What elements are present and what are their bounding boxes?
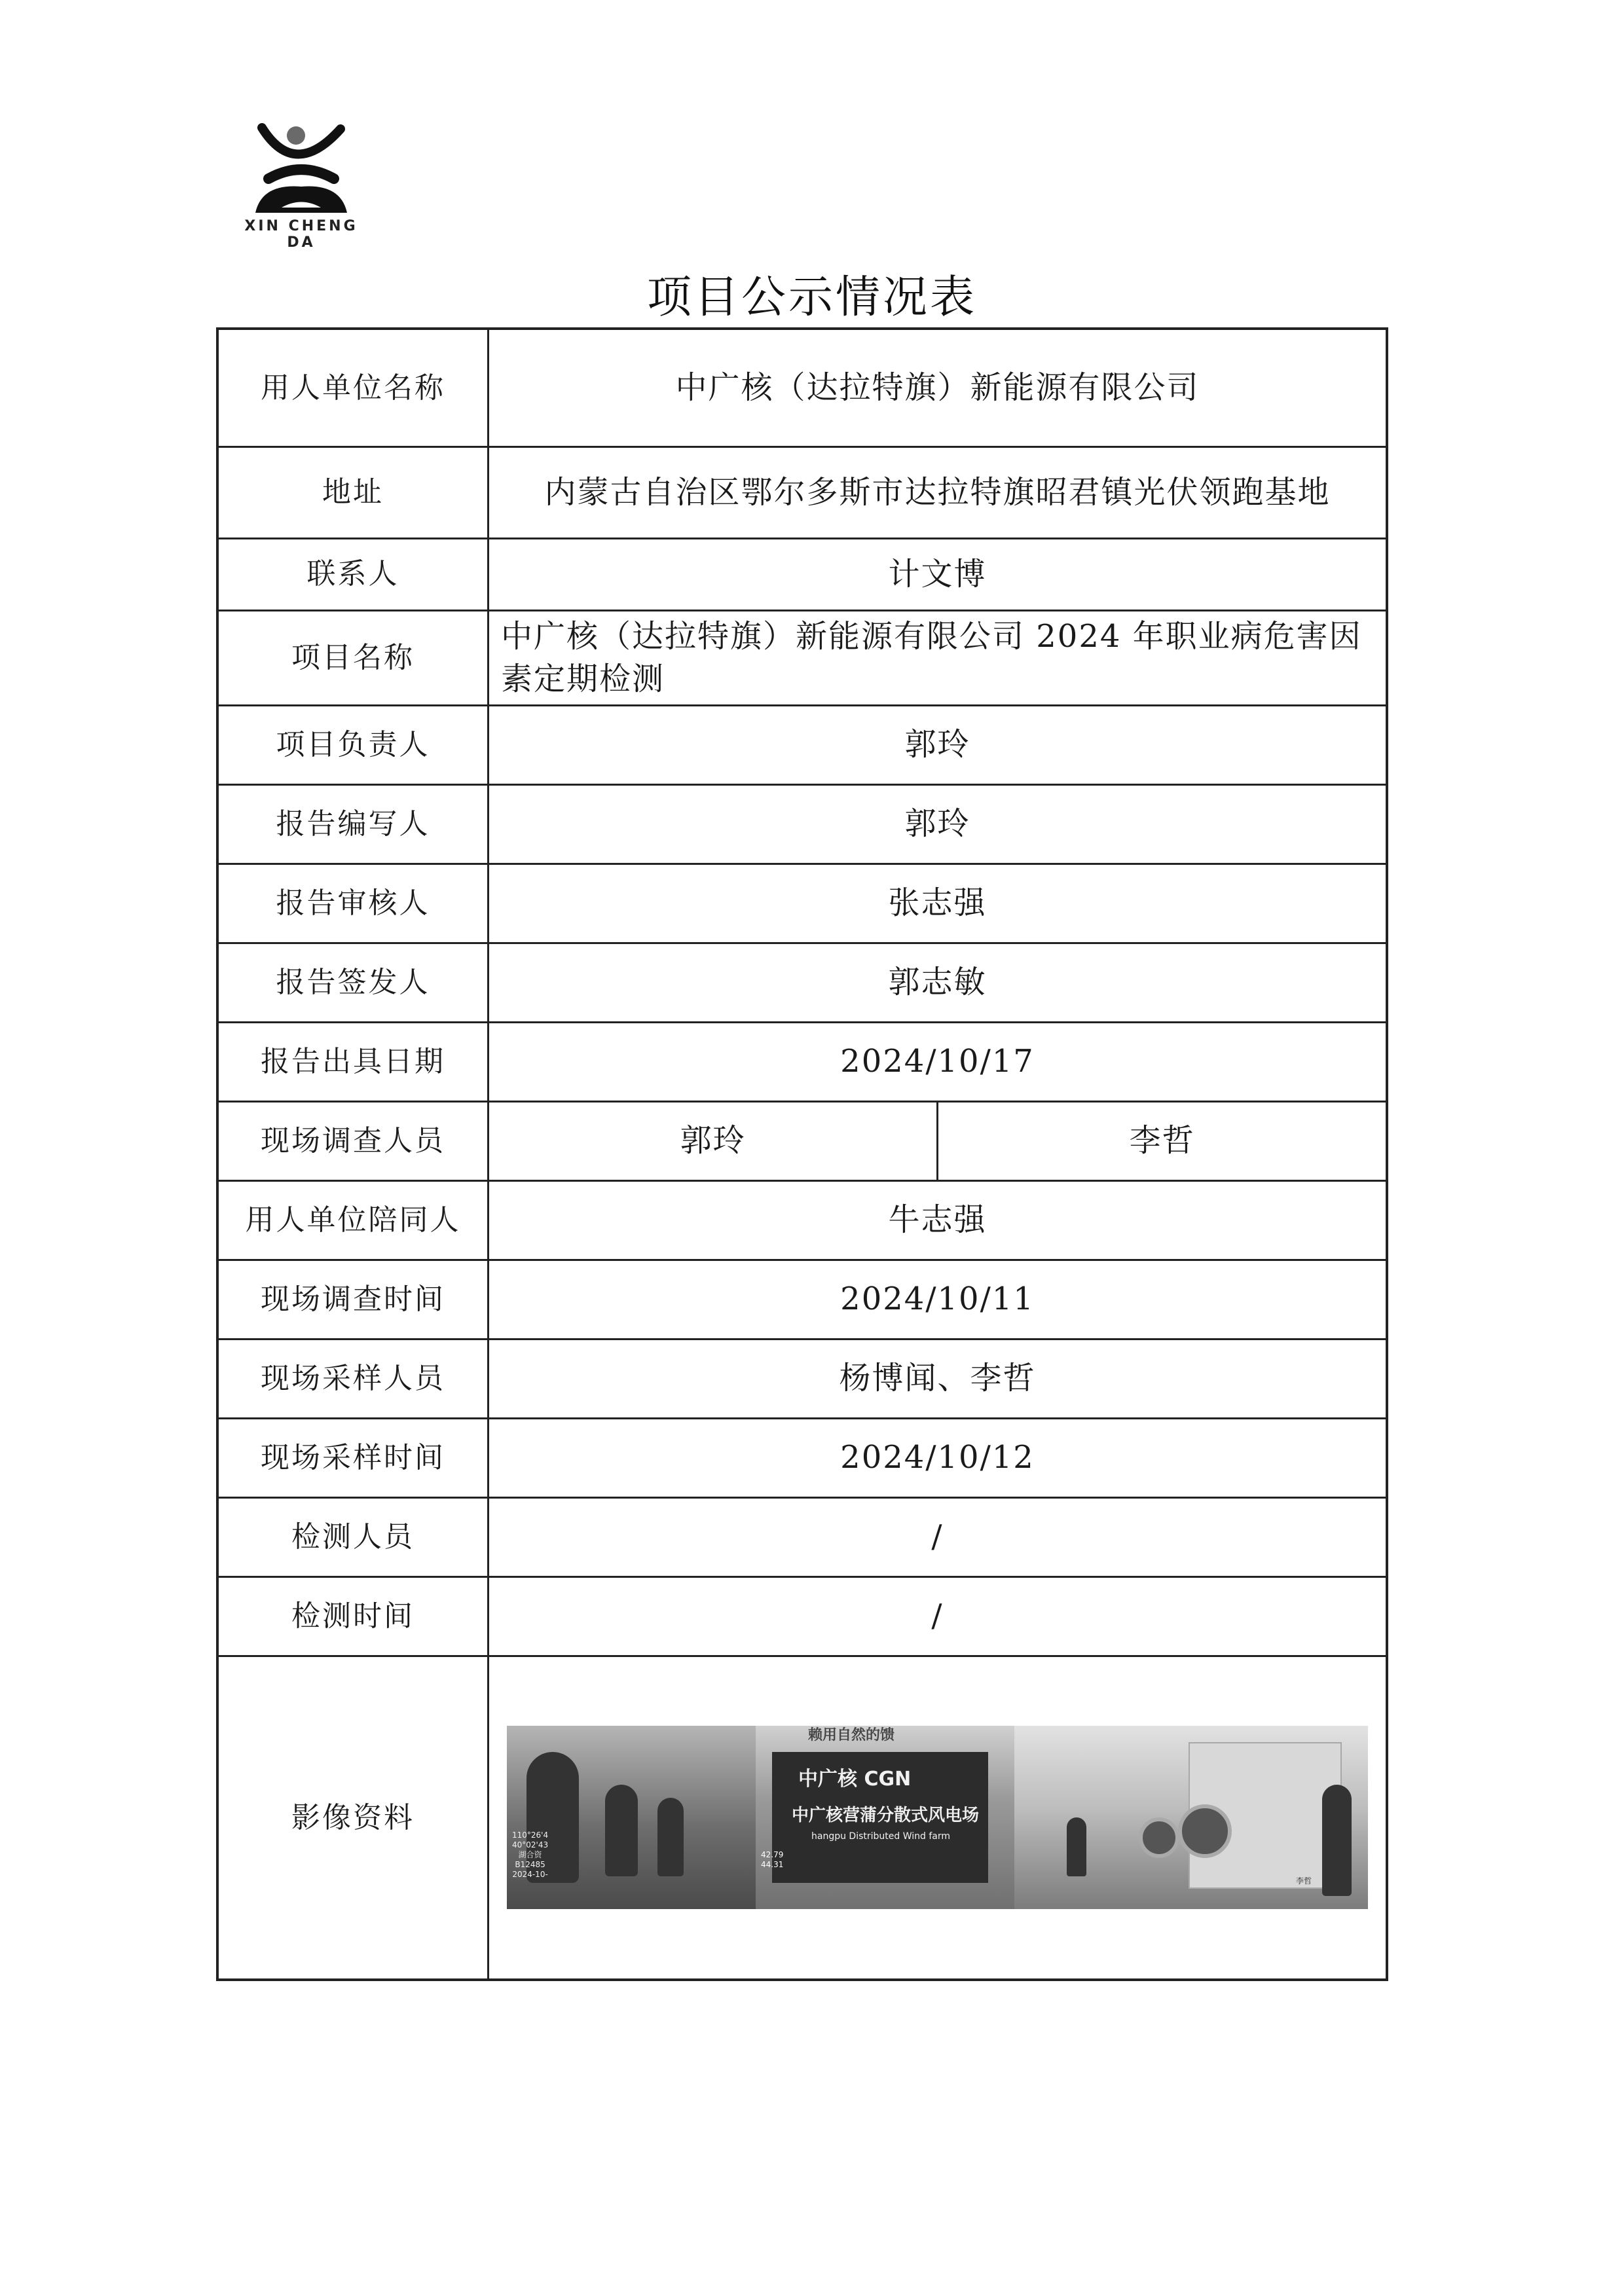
table-row — [217, 1656, 1387, 1980]
table-row — [217, 538, 1387, 610]
row-label: 现场调查人员 — [217, 1101, 489, 1180]
worker-figure — [605, 1785, 638, 1876]
row-value-b: 李哲 — [938, 1101, 1387, 1180]
worker-figure — [1067, 1817, 1086, 1876]
table-row — [217, 705, 1387, 784]
sign-name: 中广核营蒲分散式风电场 — [792, 1806, 980, 1826]
table-row — [217, 864, 1387, 943]
site-photo-workers — [507, 1726, 756, 1909]
row-value: 牛志强 — [489, 1180, 1388, 1260]
row-value: 杨博闻、李哲 — [489, 1339, 1388, 1418]
row-label: 报告出具日期 — [217, 1022, 489, 1101]
row-label: 项目负责人 — [217, 705, 489, 784]
row-label: 用人单位陪同人 — [217, 1180, 489, 1260]
row-value: 张志强 — [489, 864, 1388, 943]
table-row — [217, 446, 1387, 538]
table-row — [217, 329, 1387, 446]
row-label: 现场采样人员 — [217, 1339, 489, 1418]
xin-cheng-da-logo-icon — [242, 121, 360, 219]
sign-brand: 中广核 CGN — [798, 1768, 912, 1791]
row-label: 联系人 — [217, 538, 489, 610]
photo-caption: 42.79 44.31 — [761, 1850, 784, 1870]
image-cell — [489, 1656, 1388, 1980]
row-value: / — [489, 1576, 1388, 1656]
row-value: 计文博 — [489, 538, 1388, 610]
table-row — [217, 1022, 1387, 1101]
row-value: 内蒙古自治区鄂尔多斯市达拉特旗昭君镇光伏领跑基地 — [489, 446, 1388, 538]
fan-icon — [1178, 1804, 1232, 1858]
table-row — [217, 610, 1387, 705]
photo-caption: 李哲 — [1296, 1876, 1312, 1886]
row-label: 检测人员 — [217, 1497, 489, 1576]
table-row — [217, 1260, 1387, 1339]
sign-english: hangpu Distributed Wind farm — [811, 1831, 951, 1842]
row-label: 报告审核人 — [217, 864, 489, 943]
logo-text: XIN CHENG DA — [244, 218, 358, 251]
row-value: 中广核（达拉特旗）新能源有限公司 2024 年职业病危害因素定期检测 — [489, 610, 1388, 705]
table-row — [217, 1497, 1387, 1576]
row-value: / — [489, 1497, 1388, 1576]
row-value: 2024/10/12 — [489, 1418, 1388, 1497]
row-label: 影像资料 — [217, 1656, 489, 1980]
banner-text: 赖用自然的馈 — [808, 1727, 895, 1744]
fan-icon — [1139, 1817, 1179, 1858]
row-value: 郭志敏 — [489, 943, 1388, 1022]
table-row — [217, 943, 1387, 1022]
company-logo — [242, 121, 360, 251]
row-value: 郭玲 — [489, 705, 1388, 784]
project-info-table — [216, 327, 1388, 1981]
photo-caption: 110°26'4 40°02'43 湖合资 B12485 2024-10- — [512, 1831, 549, 1880]
row-value: 2024/10/11 — [489, 1260, 1388, 1339]
row-value: 2024/10/17 — [489, 1022, 1388, 1101]
row-label: 现场采样时间 — [217, 1418, 489, 1497]
company-sign — [772, 1752, 988, 1883]
row-label: 项目名称 — [217, 610, 489, 705]
row-value: 中广核（达拉特旗）新能源有限公司 — [489, 329, 1388, 446]
worker-figure — [1322, 1785, 1352, 1896]
row-label: 报告编写人 — [217, 784, 489, 864]
row-label: 报告签发人 — [217, 943, 489, 1022]
site-photos — [507, 1726, 1368, 1909]
row-label: 检测时间 — [217, 1576, 489, 1656]
table-row — [217, 1418, 1387, 1497]
row-label: 现场调查时间 — [217, 1260, 489, 1339]
site-photo-sign — [756, 1726, 1014, 1909]
worker-figure — [657, 1798, 684, 1876]
row-value: 郭玲 — [489, 784, 1388, 864]
table-row — [217, 1576, 1387, 1656]
table-row — [217, 784, 1387, 864]
table-row — [217, 1180, 1387, 1260]
site-photo-equipment — [1014, 1726, 1368, 1909]
row-value-a: 郭玲 — [489, 1101, 938, 1180]
row-label: 用人单位名称 — [217, 329, 489, 446]
page-title: 项目公示情况表 — [646, 272, 977, 323]
row-label: 地址 — [217, 446, 489, 538]
table-row — [217, 1339, 1387, 1418]
table-row — [217, 1101, 1387, 1180]
